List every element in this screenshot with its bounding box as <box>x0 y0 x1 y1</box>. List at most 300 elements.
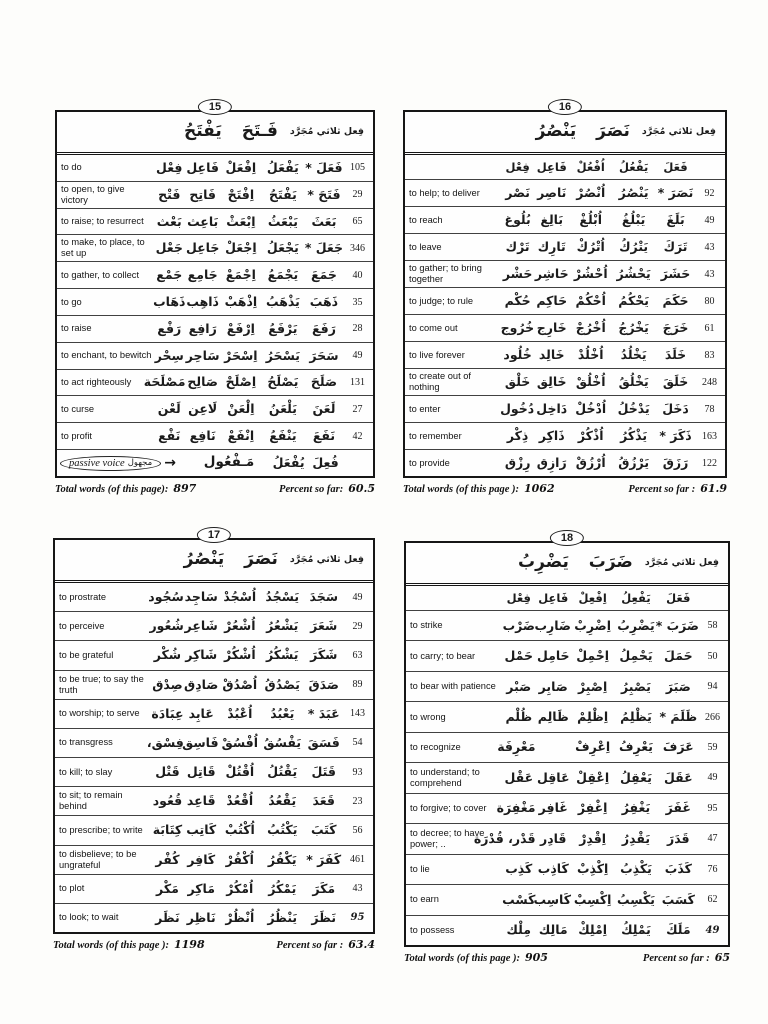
arabic-past: خَلَدَ <box>664 346 687 362</box>
arabic-participle: نَاظِر <box>186 909 216 925</box>
arabic-imperative: اُقْعُدْ <box>226 793 254 809</box>
arabic-past: فَعَلَ <box>663 159 688 174</box>
verb-row <box>55 641 373 670</box>
arabic-masdar: رَفْع <box>157 320 182 336</box>
frequency-count: 59 <box>707 742 718 754</box>
arabic-participle: عَابِد <box>188 705 214 721</box>
verb-row <box>406 794 728 824</box>
arabic-participle: حَاشِر <box>534 265 569 281</box>
arabic-masdar: حُكْم <box>504 292 531 308</box>
arabic-present: يَقْدِرُ <box>621 830 651 846</box>
arabic-imperative: اُفْسُقْ <box>221 734 259 750</box>
passive-voice-row <box>57 450 373 476</box>
verb-row <box>55 904 373 932</box>
pattern-row <box>406 586 728 611</box>
table-number-badge: 18 <box>550 530 584 546</box>
total-words <box>404 951 548 964</box>
arabic-masdar: جَعْل <box>155 240 183 256</box>
meaning-text: to enchant, to bewitch <box>61 350 152 361</box>
arabic-present: يَكْتُبُ <box>267 822 298 838</box>
arabic-masdar: قَدْر، قُدْرَة <box>473 830 536 846</box>
percent-value: 60.5 <box>348 482 375 495</box>
arabic-masdar: نَفْع <box>158 428 181 444</box>
arabic-participle: قَاعِد <box>186 793 216 809</box>
arabic-masdar: نَظَر <box>155 909 180 925</box>
arabic-participle: لَاعِن <box>188 401 218 417</box>
arabic-imperative: اِقْدِرْ <box>579 830 607 846</box>
table-rows <box>55 583 373 932</box>
meaning-text: to prostrate <box>59 591 107 602</box>
arabic-imperative: اِفْعَلْ <box>225 159 257 175</box>
meaning-text: to be grateful <box>59 649 114 660</box>
arabic-forms <box>501 373 696 391</box>
arabic-forms <box>501 400 696 418</box>
table-number-badge: 15 <box>198 99 232 115</box>
total-words-label: Total words (of this page ): <box>404 953 520 964</box>
arabic-imperative: اُخْرُجْ <box>575 319 606 335</box>
verb-row <box>405 315 725 342</box>
arabic-forms <box>153 347 344 365</box>
arabic-forms <box>502 891 699 909</box>
series-label: فِعل ثلاثي مُجَرَّد <box>644 556 719 568</box>
majhul-arabic-text: مجهول <box>127 458 153 468</box>
verb-row <box>55 583 373 612</box>
arabic-masdar: فَتْح <box>158 186 181 202</box>
table-rows <box>406 586 728 945</box>
frequency-count: 93 <box>352 766 363 778</box>
verb-row <box>405 396 725 423</box>
table-header <box>405 112 725 155</box>
meaning-text: to lie <box>410 863 430 874</box>
arabic-imperative: اُحْشُرْ <box>573 265 608 281</box>
arabic-participle: كَاسِب <box>533 891 571 907</box>
arabic-participle: سَاحِر <box>185 347 220 363</box>
arabic-present: يَحْمِلُ <box>619 648 653 664</box>
meaning-text: to wrong <box>410 711 446 722</box>
arabic-imperative: اِفْعِلْ <box>578 590 607 605</box>
arabic-present: يَفْعَلُ <box>266 159 299 175</box>
arabic-past: قَعَدَ <box>312 793 335 809</box>
percent-label: Percent so far: <box>279 484 344 495</box>
arabic-masdar: كَسْب <box>502 891 536 907</box>
arabic-past: عَرَفَ <box>662 739 694 755</box>
frequency-count: 461 <box>350 854 365 866</box>
arabic-imperative: اُعْبُدْ <box>227 705 253 721</box>
arabic-forms <box>501 265 696 283</box>
meaning-text: to sit; to remain behind <box>59 790 123 812</box>
meaning-text: to understand; to comprehend <box>410 767 480 788</box>
arabic-present: يَلْعَنُ <box>268 401 297 417</box>
frequency-count: 76 <box>707 863 718 875</box>
arabic-participle: عَاقِل <box>536 769 570 785</box>
frequency-count: 43 <box>352 883 363 895</box>
arabic-forms <box>151 705 344 723</box>
arabic-participle: ذَاكِر <box>538 427 565 443</box>
arabic-forms <box>501 292 696 310</box>
table-header <box>57 112 373 155</box>
percent-label: Percent so far : <box>276 940 344 951</box>
arabic-past: جَعَلَ * <box>304 240 343 256</box>
frequency-count: 95 <box>707 802 718 814</box>
frequency-count: 92 <box>704 187 715 199</box>
arabic-participle: قَاتِل <box>186 764 216 780</box>
arabic-forms <box>501 427 696 445</box>
arabic-forms <box>153 427 344 445</box>
arabic-past: نَصَرَ * <box>657 184 694 200</box>
arabic-participle: مَالِك <box>538 922 568 938</box>
arabic-present: يَشْكُرُ <box>266 647 299 663</box>
arabic-imperative: اُدْخُلْ <box>575 400 607 416</box>
arabic-past: صَلَحَ <box>310 374 338 390</box>
total-words-value: 897 <box>173 482 197 495</box>
arabic-forms <box>151 646 344 664</box>
arabic-imperative: اُبْلُغْ <box>579 211 603 227</box>
meaning-text: to open, to give victory <box>61 183 125 205</box>
total-words-label: Total words (of this page ): <box>53 940 169 951</box>
arabic-masdar: تَرْك <box>505 238 530 254</box>
arabic-imperative: اِصْبِرْ <box>578 678 608 694</box>
arabic-participle: غَافِر <box>538 800 568 816</box>
percent-so-far <box>643 951 730 964</box>
arabic-present: يَجْمَعُ <box>267 267 299 283</box>
verb-row <box>55 787 373 816</box>
verb-row <box>406 763 728 793</box>
arabic-masdar: كَذِب <box>505 861 533 877</box>
arabic-past: فَعَلَ * <box>305 159 343 175</box>
arabic-past: ضَرَبَ * <box>655 617 699 633</box>
arabic-past: ظَلَمَ * <box>659 709 698 725</box>
arabic-masdar: ضَرْب <box>502 617 535 633</box>
arabic-passive-participle: مَـفْعُول <box>203 454 255 471</box>
frequency-count: 50 <box>707 650 718 662</box>
arabic-past: حَشَرَ <box>660 265 691 281</box>
arabic-past: قَتَلَ <box>311 764 336 780</box>
arabic-forms <box>502 590 699 607</box>
arabic-participle: جَامِع <box>187 267 218 283</box>
arabic-imperative: اُشْعُرْ <box>224 618 256 634</box>
arabic-present: يَنْظُرُ <box>267 909 298 925</box>
arabic-forms <box>501 319 696 337</box>
frequency-count: 28 <box>352 323 363 335</box>
arabic-participle: ذَاهِب <box>186 293 219 309</box>
arabic-participle: مَاكِر <box>187 880 215 896</box>
arabic-participle: قَادِر <box>540 830 567 846</box>
arabic-past: رَفَعَ <box>311 320 336 336</box>
arabic-participle: كَاتِب <box>186 822 217 838</box>
table-footer <box>53 938 375 951</box>
arabic-present: يَمْلِكُ <box>621 922 651 938</box>
frequency-count: 43 <box>704 268 715 280</box>
arabic-forms <box>153 293 344 311</box>
arabic-masdar: مَغْفِرَة <box>496 800 536 816</box>
arabic-imperative: اِفْتَحْ <box>227 186 255 202</box>
arabic-past: جَمَعَ <box>310 267 337 283</box>
arabic-imperative: اُشْكُرْ <box>223 647 256 663</box>
arabic-present: يَنْفَعُ <box>269 428 297 444</box>
arabic-participle: رَافِع <box>188 320 217 336</box>
table-footer <box>403 482 727 495</box>
arabic-past: فَعَلَ <box>666 590 691 605</box>
arabic-masdar: عِبَادَة <box>151 705 184 721</box>
meaning-text: to curse <box>61 403 95 414</box>
meaning-text: to gather; to bring together <box>409 263 482 284</box>
frequency-count: 62 <box>707 894 718 906</box>
verb-row <box>57 289 373 316</box>
arabic-forms <box>497 738 699 756</box>
arabic-participle: كَاذِب <box>537 861 569 877</box>
arabic-passive-present: يُفْعَلُ <box>272 454 305 470</box>
arabic-participle: شَاعِر <box>184 618 218 634</box>
frequency-count: 29 <box>352 189 363 201</box>
frequency-count: 43 <box>704 241 715 253</box>
arabic-masdar: ظُلْم <box>505 709 533 725</box>
arabic-imperative: اِضْرِبْ <box>574 617 611 633</box>
arabic-present: يَصْلَحُ <box>267 374 299 390</box>
verb-row <box>406 641 728 671</box>
percent-label: Percent so far : <box>642 953 710 964</box>
arabic-forms <box>153 239 344 257</box>
arabic-past: دَخَلَ <box>662 400 689 416</box>
verb-row <box>57 396 373 423</box>
frequency-count: 47 <box>707 833 718 845</box>
arabic-present: يَعْقِلُ <box>620 769 652 785</box>
meaning-text: to act righteously <box>61 377 132 388</box>
frequency-count: 78 <box>704 403 715 415</box>
verb-row <box>57 316 373 343</box>
percent-label: Percent so far : <box>628 484 696 495</box>
arabic-imperative: اِنْفَعْ <box>227 428 255 444</box>
arabic-masdar: رِزْق <box>504 454 531 470</box>
arabic-participle: نَافِع <box>189 428 216 444</box>
arabic-masdar: نَصْر <box>505 184 531 200</box>
verb-row <box>57 182 373 209</box>
frequency-count: 266 <box>705 711 720 723</box>
meaning-text: to forgive; to cover <box>410 802 487 813</box>
frequency-count: 83 <box>704 349 715 361</box>
arabic-present: يَقْتُلُ <box>267 764 298 780</box>
meaning-text: to raise; to resurrect <box>61 216 144 227</box>
verb-row <box>55 846 373 875</box>
meaning-text: to do <box>61 162 82 173</box>
meaning-text: to enter <box>409 403 441 414</box>
arabic-past: صَدَقَ <box>308 676 339 692</box>
passive-voice-label <box>60 456 212 471</box>
total-words-label: Total words (of this page): <box>55 484 169 495</box>
frequency-count: 40 <box>352 269 363 281</box>
frequency-count: 61 <box>704 322 715 334</box>
arabic-participle: خَالِد <box>538 346 565 362</box>
arabic-participle: سَاجِد <box>184 589 218 605</box>
arabic-imperative: اُنْصُرْ <box>576 184 606 200</box>
arabic-past: شَعَرَ <box>310 618 338 634</box>
verb-pair-title: نَصَرَ يَنْصُرُ <box>183 548 278 569</box>
verb-row <box>55 816 373 845</box>
meaning-text: to make, to place, to set up <box>61 237 145 259</box>
table-frame <box>404 532 730 947</box>
arabic-present: يَجْعَلُ <box>266 240 299 256</box>
arabic-participle: بَالِغ <box>540 211 564 227</box>
meaning-text: to go <box>61 296 82 307</box>
arabic-forms <box>151 851 344 869</box>
arabic-past: نَفَعَ <box>312 428 336 444</box>
frequency-count: 65 <box>352 216 363 228</box>
arabic-past: ذَكَرَ * <box>659 427 692 443</box>
arabic-past: كَتَبَ <box>310 822 337 838</box>
arabic-participle: شَاكِر <box>185 647 218 663</box>
verb-row <box>55 612 373 641</box>
arabic-forms <box>501 159 696 176</box>
arabic-past: لَعَنَ <box>312 401 336 417</box>
arabic-masdar: بَعْث <box>156 213 182 229</box>
verb-table-18 <box>404 532 730 964</box>
meaning-text: to perceive <box>59 620 105 631</box>
arabic-imperative: اُكْفُرْ <box>225 851 254 867</box>
arabic-masdar: سُجُود <box>148 589 184 605</box>
arabic-imperative: اُكْتُبْ <box>224 822 255 838</box>
verb-row <box>57 423 373 450</box>
frequency-count: 248 <box>702 376 717 388</box>
arabic-forms <box>501 184 696 202</box>
arabic-present: يَبْعَثُ <box>267 213 298 229</box>
arabic-past: حَكَمَ <box>662 292 689 308</box>
arabic-forms <box>153 213 344 231</box>
arabic-past: قَدَرَ <box>667 830 690 846</box>
arabic-forms <box>501 211 696 229</box>
meaning-text: to decree; to have power; .. <box>410 827 485 849</box>
arabic-masdar: جَمْع <box>156 267 183 283</box>
arabic-imperative: اِلْعَنْ <box>227 401 255 417</box>
meaning-text: to leave <box>409 241 442 252</box>
frequency-count: 54 <box>352 737 363 749</box>
meaning-text: to earn <box>410 894 439 905</box>
arabic-forms <box>502 647 699 665</box>
meaning-text: to transgress <box>59 737 113 748</box>
arabic-present: يَسْحَرُ <box>265 347 300 363</box>
arabic-past: كَسَبَ <box>661 891 695 907</box>
arabic-imperative: اُتْرُكْ <box>576 238 605 254</box>
arabic-past: صَبَرَ <box>665 678 691 694</box>
meaning-text: to come out <box>409 322 458 333</box>
arabic-masdar: صِدْق <box>152 676 183 692</box>
arabic-masdar: خُلُود <box>503 346 532 362</box>
table-footer <box>404 951 730 964</box>
verb-row <box>405 261 725 288</box>
arabic-imperative: اُمْكُرْ <box>226 880 254 896</box>
meaning-text: to kill; to slay <box>59 766 113 777</box>
total-words <box>403 482 555 495</box>
series-label: فِعل ثلاثي مُجَرَّد <box>289 125 364 137</box>
percent-value: 65 <box>714 951 730 964</box>
frequency-count: 143 <box>350 708 365 720</box>
arabic-imperative: اِذْهَبْ <box>224 293 258 309</box>
series-label: فِعل ثلاثي مُجَرَّد <box>289 553 364 565</box>
arabic-masdar: خَلْق <box>504 373 531 389</box>
arabic-masdar: قَتْل <box>155 764 180 780</box>
frequency-count: 131 <box>350 377 365 389</box>
frequency-count: 23 <box>352 795 363 807</box>
verb-row <box>405 180 725 207</box>
arabic-forms <box>502 708 699 726</box>
arabic-participle: دَاخِل <box>536 400 568 416</box>
verb-row <box>406 611 728 641</box>
arabic-imperative: اِعْقِلْ <box>576 769 610 785</box>
arabic-past: خَلَقَ <box>662 373 689 389</box>
meaning-text: to plot <box>59 883 85 894</box>
arabic-forms <box>151 880 344 898</box>
arabic-masdar: ذَهَاب <box>153 293 186 309</box>
meaning-text: to provide <box>409 457 450 468</box>
verb-row <box>405 450 725 476</box>
arabic-present: يَرْفَعُ <box>268 320 298 336</box>
arabic-present: يَخْلُقُ <box>618 373 649 389</box>
arabic-participle: جَاعِل <box>185 240 220 256</box>
arabic-participle: صَالِح <box>187 374 218 390</box>
arabic-past: مَلَكَ <box>666 922 691 938</box>
arabic-participle: صَادِق <box>184 676 219 692</box>
verb-row <box>57 370 373 397</box>
arabic-forms <box>153 266 344 284</box>
arabic-masdar: حَشْر <box>502 265 533 281</box>
arabic-present: يَشْعُرُ <box>266 618 299 634</box>
frequency-count: 49 <box>707 772 718 784</box>
arabic-past: فَتَحَ * <box>307 186 341 202</box>
arabic-past: كَذَبَ <box>664 861 692 877</box>
arabic-forms <box>153 186 344 204</box>
verb-row <box>405 342 725 369</box>
arabic-present: يَعْرِفُ <box>618 739 653 755</box>
arabic-masdar: بُلُوغ <box>504 211 531 227</box>
arabic-imperative: اُحْكُمْ <box>575 292 606 308</box>
arabic-forms <box>151 821 344 839</box>
arabic-present: يَصْدُقُ <box>264 676 300 692</box>
arabic-forms <box>501 238 696 256</box>
arabic-present: يَنْصُرُ <box>618 184 649 200</box>
passive-voice-text: passive voice <box>69 457 125 469</box>
arabic-forms <box>502 860 699 878</box>
meaning-text: to prescribe; to write <box>59 824 143 835</box>
arabic-participle: فَاسِق <box>182 734 219 750</box>
arabic-past: فَسَقَ <box>307 734 340 750</box>
arabic-forms <box>151 676 344 694</box>
arabic-imperative: اِمْلِكْ <box>578 922 608 938</box>
frequency-count: 49 <box>352 591 363 603</box>
percent-so-far <box>279 482 375 495</box>
total-words <box>53 938 205 951</box>
meaning-text: to profit <box>61 430 93 441</box>
percent-so-far <box>628 482 727 495</box>
verb-row <box>55 875 373 904</box>
arabic-present: يَكْذِبُ <box>620 861 652 877</box>
arabic-imperative: اُخْلُقْ <box>575 373 606 389</box>
percent-value: 63.4 <box>348 938 375 951</box>
total-words <box>55 482 196 495</box>
passive-arabic-forms <box>203 453 344 473</box>
arabic-present: يَكْسِبُ <box>617 891 655 907</box>
verb-row <box>405 423 725 450</box>
frequency-count: 27 <box>352 403 363 415</box>
arabic-past: حَمَلَ <box>664 648 693 664</box>
meaning-text: to possess <box>410 924 455 935</box>
table-frame <box>55 101 375 478</box>
arabic-masdar: فِعْل <box>505 159 530 174</box>
arabic-imperative: اِسْحَرْ <box>224 347 258 363</box>
verb-table-17 <box>53 529 375 951</box>
arabic-forms <box>148 588 344 606</box>
frequency-count: 346 <box>350 242 365 254</box>
arabic-masdar: عَقْل <box>504 769 534 785</box>
verb-pair-title: ضَرَبَ يَضْرِبُ <box>518 551 633 572</box>
frequency-count: 58 <box>707 620 718 632</box>
